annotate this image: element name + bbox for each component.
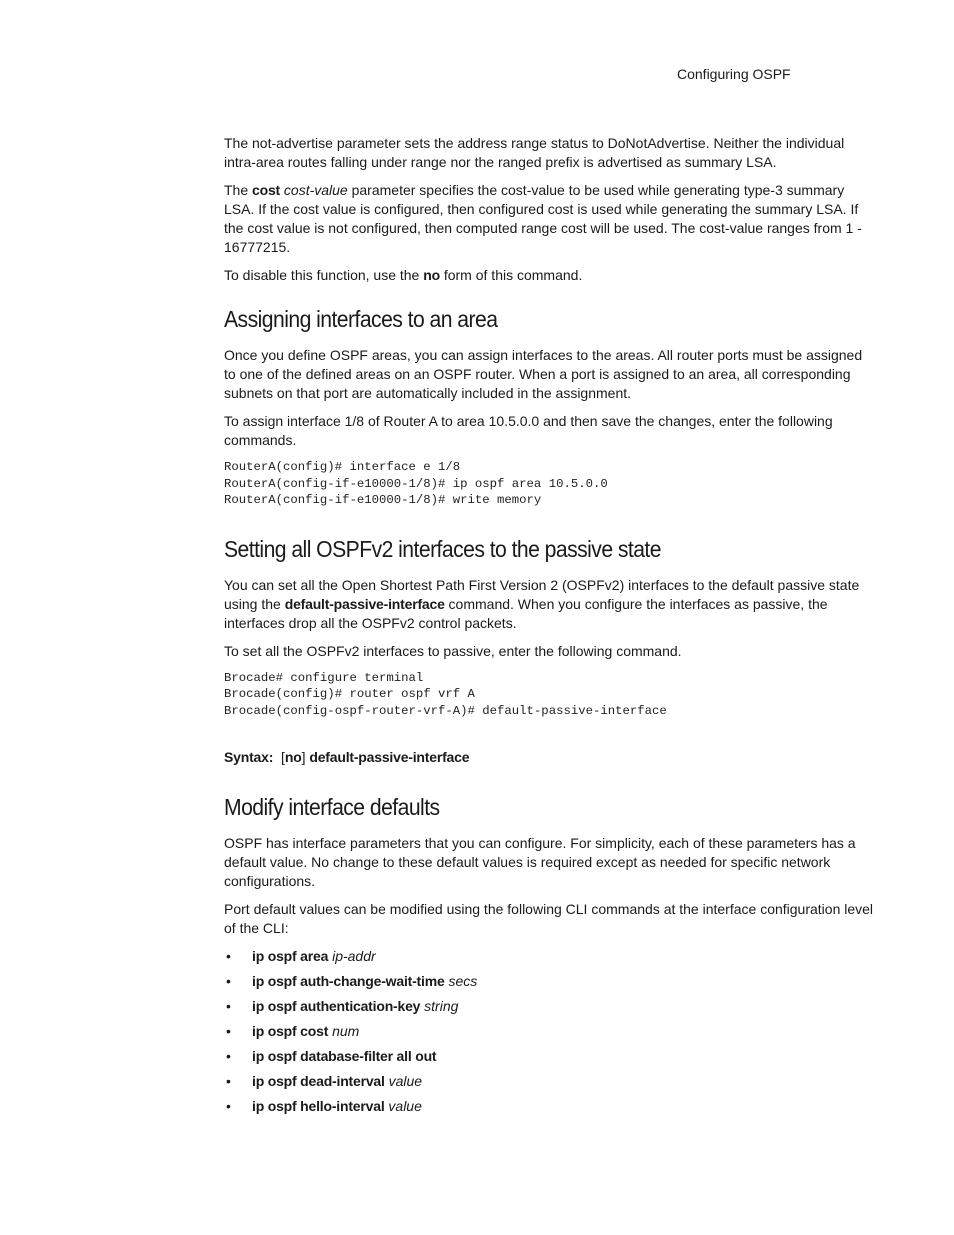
syntax-line [224,748,874,767]
command-name: ip ospf area [252,948,329,964]
command-name: ip ospf auth-change-wait-time [252,973,445,989]
list-item [224,1022,874,1047]
command-name: ip ospf authentication-key [252,998,421,1014]
command-name: ip ospf database-filter all out [252,1048,437,1064]
list-item [224,1047,874,1072]
command-argument: secs [448,973,478,989]
section-heading-modify-defaults: Modify interface defaults [224,794,440,820]
bullet: • [226,1073,231,1089]
bullet: • [226,998,231,1014]
command-argument: value [388,1073,423,1089]
command-name: ip ospf cost [252,1023,329,1039]
syntax-label: Syntax: [224,749,274,765]
list-item [224,972,874,997]
section-heading-assigning-interfaces: Assigning interfaces to an area [224,306,498,332]
page-content [224,134,874,1122]
running-head: Configuring OSPF [677,66,791,82]
text-run: parameter specifies the cost-value to be used while generating type-3 summary LSA. If the cost value is configured, then configured cost is used while generating the summary LSA. If the cost value is not configured, then computed range cost will be used. The cost-value ranges from 1 - 16777215. [224,182,862,255]
keyword-default-passive-interface: default-passive-interface [284,595,445,612]
command-argument: value [388,1098,422,1114]
list-item [224,1072,874,1097]
intro-paragraph-disable [224,266,874,285]
text-run: To disable this function, use the [224,267,424,283]
intro-paragraph-cost [224,181,874,257]
command-list [224,947,874,1122]
keyword-no: no [423,267,440,283]
bullet: • [226,1098,231,1114]
text-run: The [224,182,253,198]
text-run: You can set all the Open Shortest Path First Version 2 (OSPFv2) interfaces to the default passive state using the [224,576,860,612]
bullet: • [226,1048,231,1064]
section1-paragraph-2: To assign interface 1/8 of Router A to area 10.5.0.0 and then save the changes, enter the following commands. [224,413,833,448]
section3-paragraph-1: OSPF has interface parameters that you can configure. For simplicity, each of these parameters has a default value. No change to these default values is required except as needed for specific network configurations. [224,835,856,889]
variable-cost-value: cost-value [283,182,348,198]
intro-paragraph-not-advertise: The not-advertise parameter sets the address range status to DoNotAdvertise. Neither the individual intra-area routes falling under range nor the ranged prefix is advertised as summary LSA. [224,135,845,170]
command-name: ip ospf dead-interval [252,1073,385,1089]
syntax-command: default-passive-interface [309,749,470,765]
bullet: • [226,1023,231,1039]
command-argument: num [332,1023,360,1039]
list-item [224,1097,874,1122]
section1-paragraph-1: Once you define OSPF areas, you can assign interfaces to the areas. All router ports must be assigned to one of the defined areas on an OSPF router. When a port is assigned to an area, all corresponding subnets on that port are automatically included in the assignment. [224,347,863,401]
keyword-cost: cost [252,182,281,198]
section-heading-passive-state: Setting all OSPFv2 interfaces to the passive state [224,535,661,562]
section3-paragraph-2: Port default values can be modified using the following CLI commands at the interface configuration level of the CLI: [224,901,874,936]
text-run: command. When you configure the interfaces as passive, the interfaces drop all the OSPFv2 control packets. [224,595,828,631]
list-item [224,997,874,1022]
text-run: form of this command. [439,267,583,283]
bullet: • [226,948,231,964]
list-item [224,947,874,972]
section2-paragraph-2: To set all the OSPFv2 interfaces to passive, enter the following command. [224,642,682,659]
syntax-bracket-close: ] [301,749,306,765]
bullet: • [226,973,231,989]
syntax-bracket-open: [ [280,749,285,765]
command-argument: ip-addr [332,948,376,964]
code-block-assign-area: RouterA(config)# interface e 1/8 RouterA(config-if-e10000-1/8)# ip ospf area 10.5.0.0 RouterA(config-if-e10000-1/8)# write memory [224,460,608,507]
syntax-keyword-no: no [284,749,302,765]
command-argument: string [424,998,459,1014]
command-name: ip ospf hello-interval [252,1098,385,1114]
section2-paragraph-1 [224,576,874,633]
code-block-passive: Brocade# configure terminal Brocade(config)# router ospf vrf A Brocade(config-ospf-router-vrf-A)# default-passive-interface [224,670,667,718]
